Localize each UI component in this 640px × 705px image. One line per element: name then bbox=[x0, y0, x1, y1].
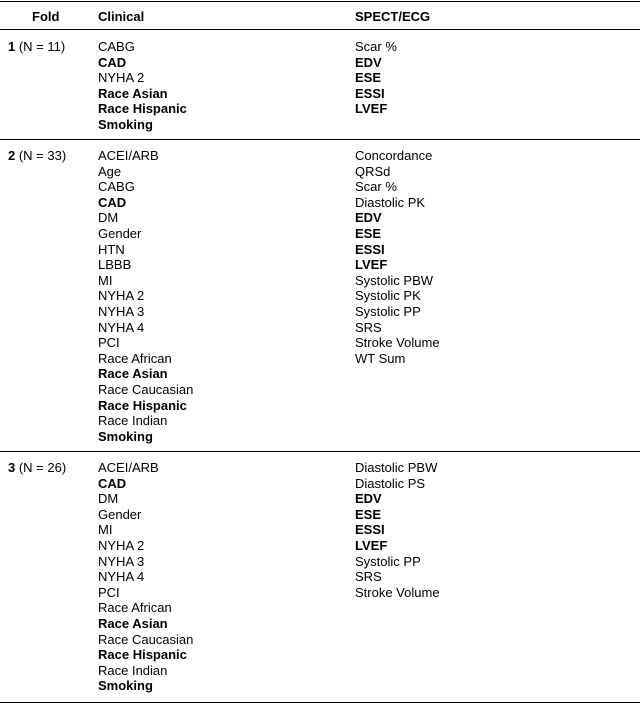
spect-item: QRSd bbox=[355, 163, 391, 179]
spect-item: Concordance bbox=[355, 148, 433, 163]
spect-item: Systolic PK bbox=[355, 288, 421, 304]
clinical-item: CAD bbox=[98, 54, 127, 70]
clinical-item: NYHA 2 bbox=[98, 288, 145, 304]
spect-item: SRS bbox=[355, 319, 382, 335]
spect-item: Diastolic PS bbox=[355, 475, 426, 491]
clinical-item: Smoking bbox=[98, 428, 153, 444]
clinical-item: CABG bbox=[98, 39, 135, 54]
fold-number: 2 bbox=[8, 148, 16, 163]
clinical-item: Gender bbox=[98, 225, 142, 241]
clinical-item: Race African bbox=[98, 350, 172, 366]
spect-item: ESSI bbox=[355, 85, 385, 101]
fold-label-3 bbox=[8, 460, 66, 476]
spect-item: LVEF bbox=[355, 101, 388, 117]
fold-number: 1 bbox=[8, 39, 16, 54]
spect-item: ESE bbox=[355, 225, 382, 241]
fold-count: (N = 26) bbox=[15, 460, 67, 475]
clinical-item: NYHA 4 bbox=[98, 569, 145, 585]
row-rule-2 bbox=[0, 451, 640, 452]
spect-item: Systolic PP bbox=[355, 553, 421, 569]
fold-label-1 bbox=[8, 39, 65, 55]
clinical-item: Race Hispanic bbox=[98, 647, 187, 663]
clinical-item: NYHA 3 bbox=[98, 553, 145, 569]
clinical-item: NYHA 2 bbox=[98, 537, 145, 553]
clinical-item: Race Asian bbox=[98, 85, 168, 101]
clinical-item: PCI bbox=[98, 335, 120, 351]
spect-item: LVEF bbox=[355, 257, 388, 273]
spect-item: LVEF bbox=[355, 537, 388, 553]
spect-item: Diastolic PK bbox=[355, 194, 426, 210]
spect-item: Scar % bbox=[355, 179, 397, 195]
clinical-item: CAD bbox=[98, 194, 127, 210]
clinical-item: MI bbox=[98, 272, 113, 288]
spect-item: Systolic PBW bbox=[355, 272, 434, 288]
spect-item: Scar % bbox=[355, 39, 397, 54]
spect-item: EDV bbox=[355, 54, 382, 70]
clinical-item: Race Hispanic bbox=[98, 101, 187, 117]
clinical-item: NYHA 2 bbox=[98, 70, 145, 86]
header-fold: Fold bbox=[32, 9, 60, 24]
fold-count: (N = 33) bbox=[15, 148, 67, 163]
spect-item: Stroke Volume bbox=[355, 584, 440, 600]
spect-item: Systolic PP bbox=[355, 303, 421, 319]
clinical-item: Race Hispanic bbox=[98, 397, 187, 413]
spect-list-1 bbox=[355, 39, 397, 117]
clinical-item: Race Caucasian bbox=[98, 631, 194, 647]
clinical-item: Smoking bbox=[98, 678, 153, 694]
clinical-item: HTN bbox=[98, 241, 125, 257]
clinical-item: CAD bbox=[98, 475, 127, 491]
spect-list-2 bbox=[355, 148, 440, 366]
clinical-item: Race Indian bbox=[98, 662, 168, 678]
clinical-list-1 bbox=[98, 39, 187, 133]
spect-item: Stroke Volume bbox=[355, 335, 440, 351]
fold-number: 3 bbox=[8, 460, 16, 475]
clinical-item: Race Caucasian bbox=[98, 381, 194, 397]
clinical-item: Race African bbox=[98, 600, 172, 616]
spect-item: ESE bbox=[355, 506, 382, 522]
clinical-item: MI bbox=[98, 522, 113, 538]
spect-item: WT Sum bbox=[355, 350, 406, 366]
row-rule-1 bbox=[0, 139, 640, 140]
fold-count: (N = 11) bbox=[15, 39, 66, 54]
clinical-list-3 bbox=[98, 460, 193, 694]
table-top-rule bbox=[0, 1, 640, 2]
clinical-item: CABG bbox=[98, 179, 135, 195]
spect-item: ESSI bbox=[355, 241, 385, 257]
spect-item: ESE bbox=[355, 70, 382, 86]
spect-list-3 bbox=[355, 460, 440, 600]
fold-label-2 bbox=[8, 148, 66, 164]
clinical-item: DM bbox=[98, 210, 119, 226]
spect-item: EDV bbox=[355, 491, 382, 507]
table-bottom-rule bbox=[0, 702, 640, 703]
clinical-item: ACEI/ARB bbox=[98, 460, 159, 475]
clinical-item: DM bbox=[98, 491, 119, 507]
spect-item: Diastolic PBW bbox=[355, 460, 438, 475]
clinical-item: Race Indian bbox=[98, 413, 168, 429]
clinical-item: Gender bbox=[98, 506, 142, 522]
spect-item: ESSI bbox=[355, 522, 385, 538]
clinical-item: ACEI/ARB bbox=[98, 148, 159, 163]
spect-item: SRS bbox=[355, 569, 382, 585]
header-rule bbox=[0, 29, 640, 30]
clinical-item: NYHA 3 bbox=[98, 303, 145, 319]
clinical-item: Age bbox=[98, 163, 122, 179]
header-spect-ecg: SPECT/ECG bbox=[355, 9, 431, 24]
clinical-item: NYHA 4 bbox=[98, 319, 145, 335]
clinical-item: LBBB bbox=[98, 257, 132, 273]
clinical-item: Smoking bbox=[98, 116, 153, 132]
clinical-item: Race Asian bbox=[98, 366, 168, 382]
header-clinical: Clinical bbox=[98, 9, 145, 24]
clinical-item: PCI bbox=[98, 584, 120, 600]
clinical-item: Race Asian bbox=[98, 615, 168, 631]
spect-item: EDV bbox=[355, 210, 382, 226]
clinical-list-2 bbox=[98, 148, 193, 444]
